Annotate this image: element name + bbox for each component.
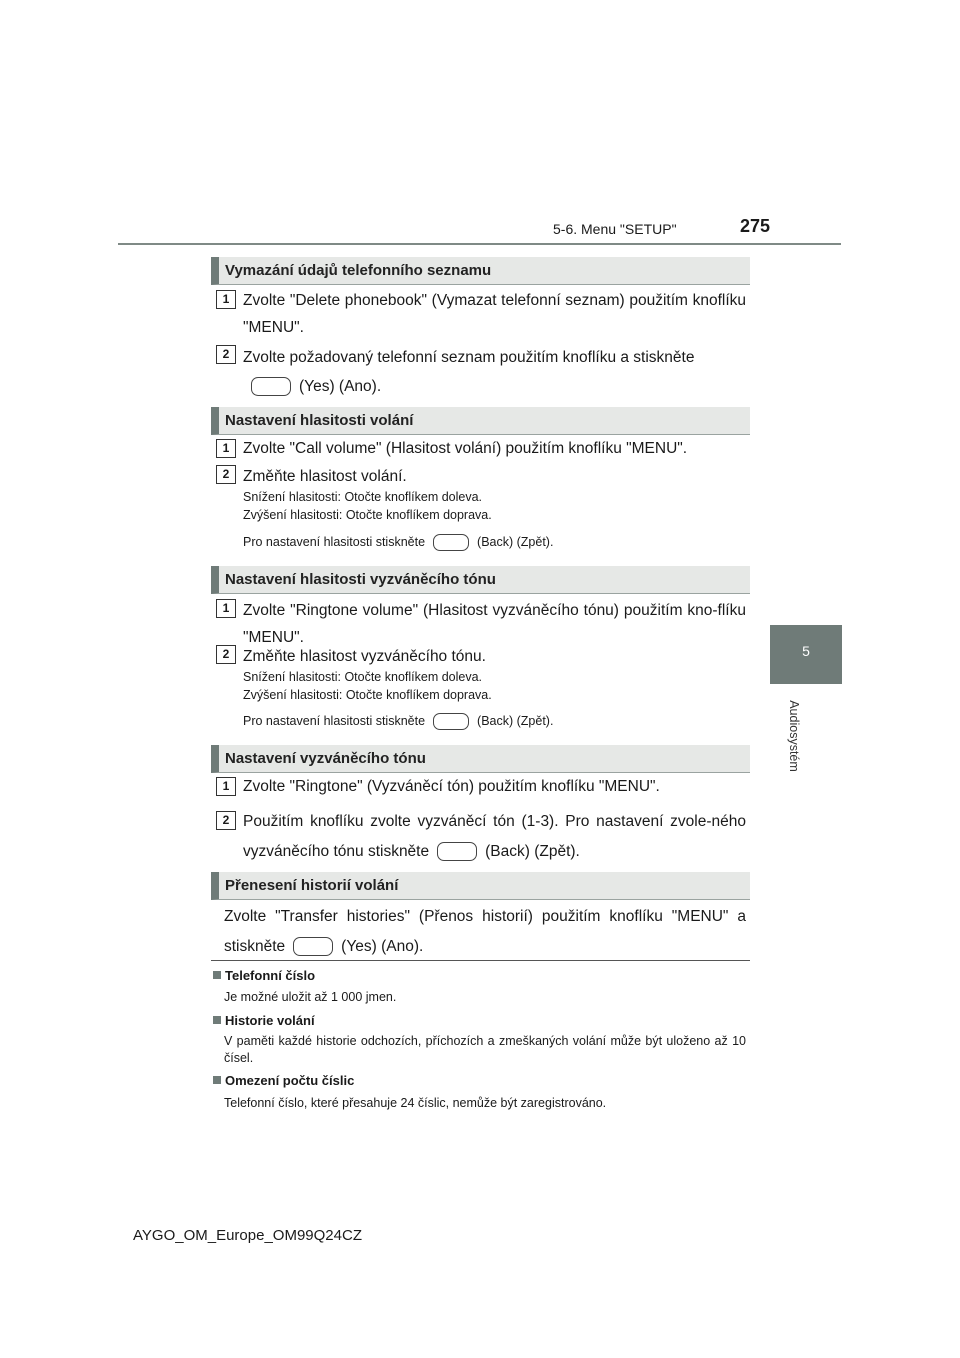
step-text: [243, 343, 746, 401]
detail-text: Snížení hlasitosti: Otočte knoflíkem doleva.: [243, 670, 483, 684]
step-text: Zvolte "Ringtone" (Vyzváněcí tón) použitím knoflíku "MENU".: [243, 778, 660, 795]
detail-text: Snížení hlasitosti: Otočte knoflíkem doleva.: [243, 490, 483, 504]
square-bullet-icon: [213, 971, 221, 979]
step-number: 2: [216, 645, 236, 664]
step-number: 1: [216, 439, 236, 458]
section-heading-delete-phonebook: Vymazání údajů telefonního seznamu: [211, 257, 750, 285]
yes-button-icon: [251, 377, 291, 396]
detail-text-part: (Back) (Zpět).: [477, 714, 554, 728]
step-text: [243, 807, 746, 867]
step-text: Změňte hlasitost vyzváněcího tónu.: [243, 648, 486, 665]
header-rule: [118, 243, 841, 245]
step-text: Zvolte "Ringtone volume" (Hlasitost vyzváněcího tónu) použitím kno-flíku "MENU".: [243, 602, 746, 646]
step-text-part: Použitím knoflíku zvolte vyzváněcí tón (1-3). Pro nastavení zvole-ného vyzváněcího tónu stiskněte: [243, 813, 746, 860]
note-text: V paměti každé historie odchozích, příchozích a zmeškaných volání může být uloženo až 10 čísel.: [224, 1034, 746, 1065]
note-text: Telefonní číslo, které přesahuje 24 číslic, nemůže být zaregistrováno.: [224, 1096, 607, 1110]
document-code: AYGO_OM_Europe_OM99Q24CZ: [133, 1227, 362, 1244]
step-text-part: Zvolte "Transfer histories" (Přenos historií) použitím knoflíku "MENU" a stiskněte: [224, 908, 746, 955]
detail-text: Zvýšení hlasitosti: Otočte knoflíkem doprava.: [243, 688, 492, 702]
step-number: 2: [216, 465, 236, 484]
section-heading-transfer-histories: Přenesení historií volání: [211, 872, 750, 900]
detail-text-part: Pro nastavení hlasitosti stiskněte: [243, 714, 426, 728]
step-text: Změňte hlasitost volání.: [243, 468, 407, 485]
detail-text: Zvýšení hlasitosti: Otočte knoflíkem doprava.: [243, 508, 492, 522]
step-number: 2: [216, 811, 236, 830]
step-text-part: (Yes) (Ano).: [299, 378, 382, 395]
step-text: [224, 902, 746, 962]
step-text-part: (Yes) (Ano).: [341, 938, 424, 955]
section-heading-ringtone-volume: Nastavení hlasitosti vyzváněcího tónu: [211, 566, 750, 594]
note-text: Je možné uložit až 1 000 jmen.: [224, 990, 397, 1004]
chapter-tab-title: Audiosystém: [787, 700, 801, 772]
note-heading: Historie volání: [213, 1013, 315, 1028]
note-heading: Telefonní číslo: [213, 968, 315, 983]
back-instruction: [243, 713, 746, 730]
step-text: Zvolte "Delete phonebook" (Vymazat telefonní seznam) použitím knoflíku "MENU".: [243, 292, 746, 336]
step-number: 1: [216, 777, 236, 796]
notes-divider: [211, 960, 750, 961]
step-number: 1: [216, 599, 236, 618]
detail-text-part: (Back) (Zpět).: [477, 535, 554, 549]
back-button-icon: [437, 842, 477, 861]
chapter-tab-number: 5: [770, 625, 842, 684]
square-bullet-icon: [213, 1076, 221, 1084]
section-heading-ringtone: Nastavení vyzváněcího tónu: [211, 745, 750, 773]
back-button-icon: [433, 713, 469, 730]
note-heading: Omezení počtu číslic: [213, 1073, 354, 1088]
running-header-section: 5-6. Menu "SETUP": [553, 221, 677, 237]
step-text: Zvolte "Call volume" (Hlasitost volání) použitím knoflíku "MENU".: [243, 440, 688, 457]
page-number: 275: [740, 216, 771, 236]
step-text-part: (Back) (Zpět).: [485, 843, 580, 860]
step-number: 1: [216, 290, 236, 309]
section-heading-call-volume: Nastavení hlasitosti volání: [211, 407, 750, 435]
detail-text-part: Pro nastavení hlasitosti stiskněte: [243, 535, 426, 549]
step-text-part: Zvolte požadovaný telefonní seznam použitím knoflíku a stiskněte: [243, 349, 695, 366]
back-instruction: [243, 534, 746, 551]
yes-button-icon: [293, 937, 333, 956]
square-bullet-icon: [213, 1016, 221, 1024]
step-number: 2: [216, 345, 236, 364]
back-button-icon: [433, 534, 469, 551]
